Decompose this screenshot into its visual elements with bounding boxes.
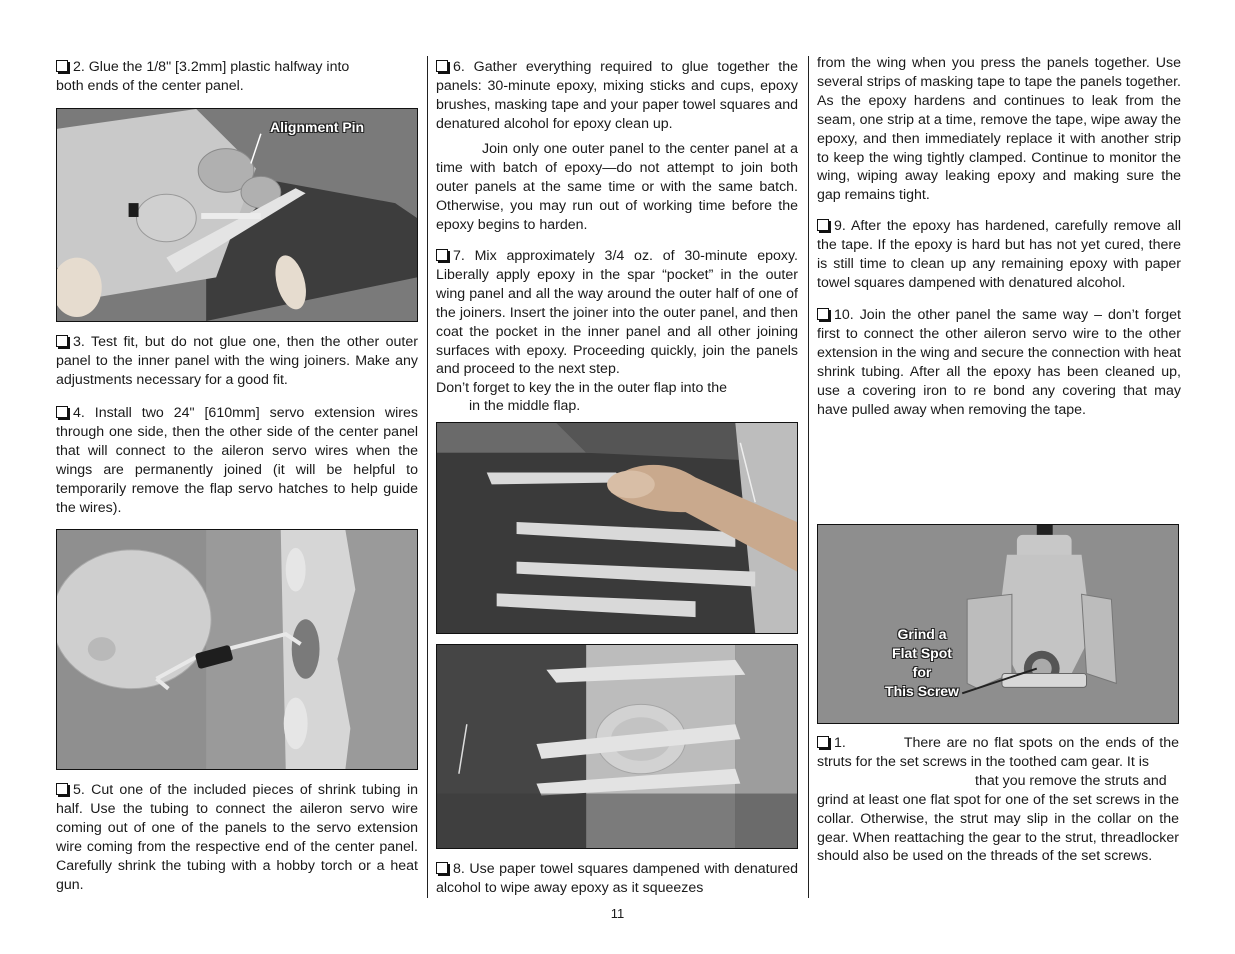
checkbox-icon[interactable] bbox=[817, 308, 829, 320]
photo-taping-wing bbox=[436, 422, 798, 634]
checkbox-icon[interactable] bbox=[56, 335, 68, 347]
step-8 bbox=[436, 860, 798, 898]
step-8-continued: from the wing when you press the panels together. Use several strips of masking tape to tape the panels together. As the epoxy hardens and continues to leak from the seam, one strip at a time, remove the tape, wipe away the epoxy, and then immediately replace it with another strip to keep the wing tightly clamped. Continue to monitor the wing, wiping away leaking epoxy and making sure the gap remains tight. bbox=[817, 55, 1181, 204]
photo-taped-joint bbox=[436, 644, 798, 849]
step-2-text: 2. Glue the 1/8" [3.2mm] plastic halfway into both ends of the center panel. bbox=[56, 59, 350, 94]
step-1-line-2: that you remove the struts and bbox=[975, 772, 1167, 789]
step-7-text: 7. Mix approximately 3/4 oz. of 30-minute epoxy. Liberally apply epoxy in the spar “pocket” in the outer wing panel and all the way around the outer half of one of the joiners. Insert the joiner into the outer panel, and then coat the pocket in the inner panel and all other joining surfaces with epoxy. Proceeding quickly, join the panels and proceed to the next step. bbox=[436, 248, 798, 378]
step-5 bbox=[56, 781, 418, 894]
photo-alignment-pin bbox=[56, 108, 418, 322]
callout-line: Flat Spot bbox=[892, 645, 952, 661]
checkbox-icon[interactable] bbox=[436, 60, 448, 72]
step-1-text-b: There are no flat spots on the ends of the struts for the set screws in the toothed cam gear. It is bbox=[817, 735, 1179, 770]
step-9-text: 9. After the epoxy has hardened, carefully remove all the tape. If the epoxy is hard but has not yet cured, there is still time to clean up any remaining epoxy with paper towel squares dampened with denatured alcohol. bbox=[817, 218, 1181, 291]
step-8-text: 8. Use paper towel squares dampened with denatured alcohol to wipe away epoxy as it squeezes bbox=[436, 861, 798, 896]
callout-alignment-pin: Alignment Pin bbox=[270, 119, 365, 135]
step-10 bbox=[817, 306, 1181, 419]
step-3 bbox=[56, 333, 418, 390]
column-divider bbox=[427, 56, 428, 898]
step-4-text: 4. Install two 24" [610mm] servo extension wires through one side, then the other side of the center panel that will connect to the aileron servo wires when the wings are permanently joined (it will be helpful to temporarily remove the flap servo hatches to help guide the wires). bbox=[56, 405, 418, 516]
callout-line: Grind a bbox=[897, 626, 947, 642]
checkbox-icon[interactable] bbox=[436, 249, 448, 261]
step-1-line-1 bbox=[817, 734, 1179, 772]
step-7 bbox=[436, 247, 798, 379]
step-1-line-3: grind at least one flat spot for one of the set screws in the collar. Otherwise, the strut may slip in the collar on the gear. When reattaching the gear to the strut, threadlocker should also be used on the threads of the set screws. bbox=[817, 791, 1179, 865]
column-divider bbox=[808, 56, 809, 898]
step-5-text: 5. Cut one of the included pieces of shrink tubing in half. Use the tubing to connect the aileron servo wire coming out of one of the panels to the servo extension wire coming from the respective end of the center panel. Carefully shrink the tubing with a hobby torch or a heat gun. bbox=[56, 782, 418, 893]
step-10-text: 10. Join the other panel the same way – don’t forget first to connect the other aileron servo wire to the other extension in the wing and secure the connection with heat shrink tubing. After all the epoxy has been cleaned up, use a covering iron to re bond any covering that may have pulled away when removing the tape. bbox=[817, 307, 1181, 418]
note-6: Join only one outer panel to the center panel at a time with batch of epoxy—do not attempt to join both outer panels at the same time or with the same batch. Otherwise, you may run out of working time before the epoxy begins to harden. bbox=[436, 141, 798, 233]
checkbox-icon[interactable] bbox=[817, 219, 829, 231]
callout-line: for bbox=[912, 664, 932, 680]
callout-line: This Screw bbox=[885, 683, 959, 699]
step-9 bbox=[817, 217, 1181, 293]
note-7a: Don’t forget to key the in the outer flap into the bbox=[436, 380, 728, 396]
checkbox-icon[interactable] bbox=[436, 862, 448, 874]
step-6-text: 6. Gather everything required to glue together the panels: 30-minute epoxy, mixing sticks and cups, epoxy brushes, masking tape and your paper towel squares and denatured alcohol for epoxy clean up. bbox=[436, 59, 798, 132]
callout-grind-flat-spot bbox=[872, 625, 972, 701]
checkbox-icon[interactable] bbox=[56, 60, 68, 72]
checkbox-icon[interactable] bbox=[817, 736, 829, 748]
photo-servo-wires bbox=[56, 529, 418, 770]
note-7b: in the middle flap. bbox=[469, 398, 581, 414]
step-1-number: 1. bbox=[834, 735, 846, 751]
step-2 bbox=[56, 58, 356, 96]
page-number: 11 bbox=[610, 906, 625, 921]
checkbox-icon[interactable] bbox=[56, 783, 68, 795]
checkbox-icon[interactable] bbox=[56, 406, 68, 418]
step-6 bbox=[436, 58, 798, 134]
step-3-text: 3. Test fit, but do not glue one, then the other outer panel to the inner panel with the wing joiners. Make any adjustments necessary for a good fit. bbox=[56, 334, 418, 388]
step-4 bbox=[56, 404, 418, 517]
step-1-landing-gear bbox=[817, 734, 1179, 866]
